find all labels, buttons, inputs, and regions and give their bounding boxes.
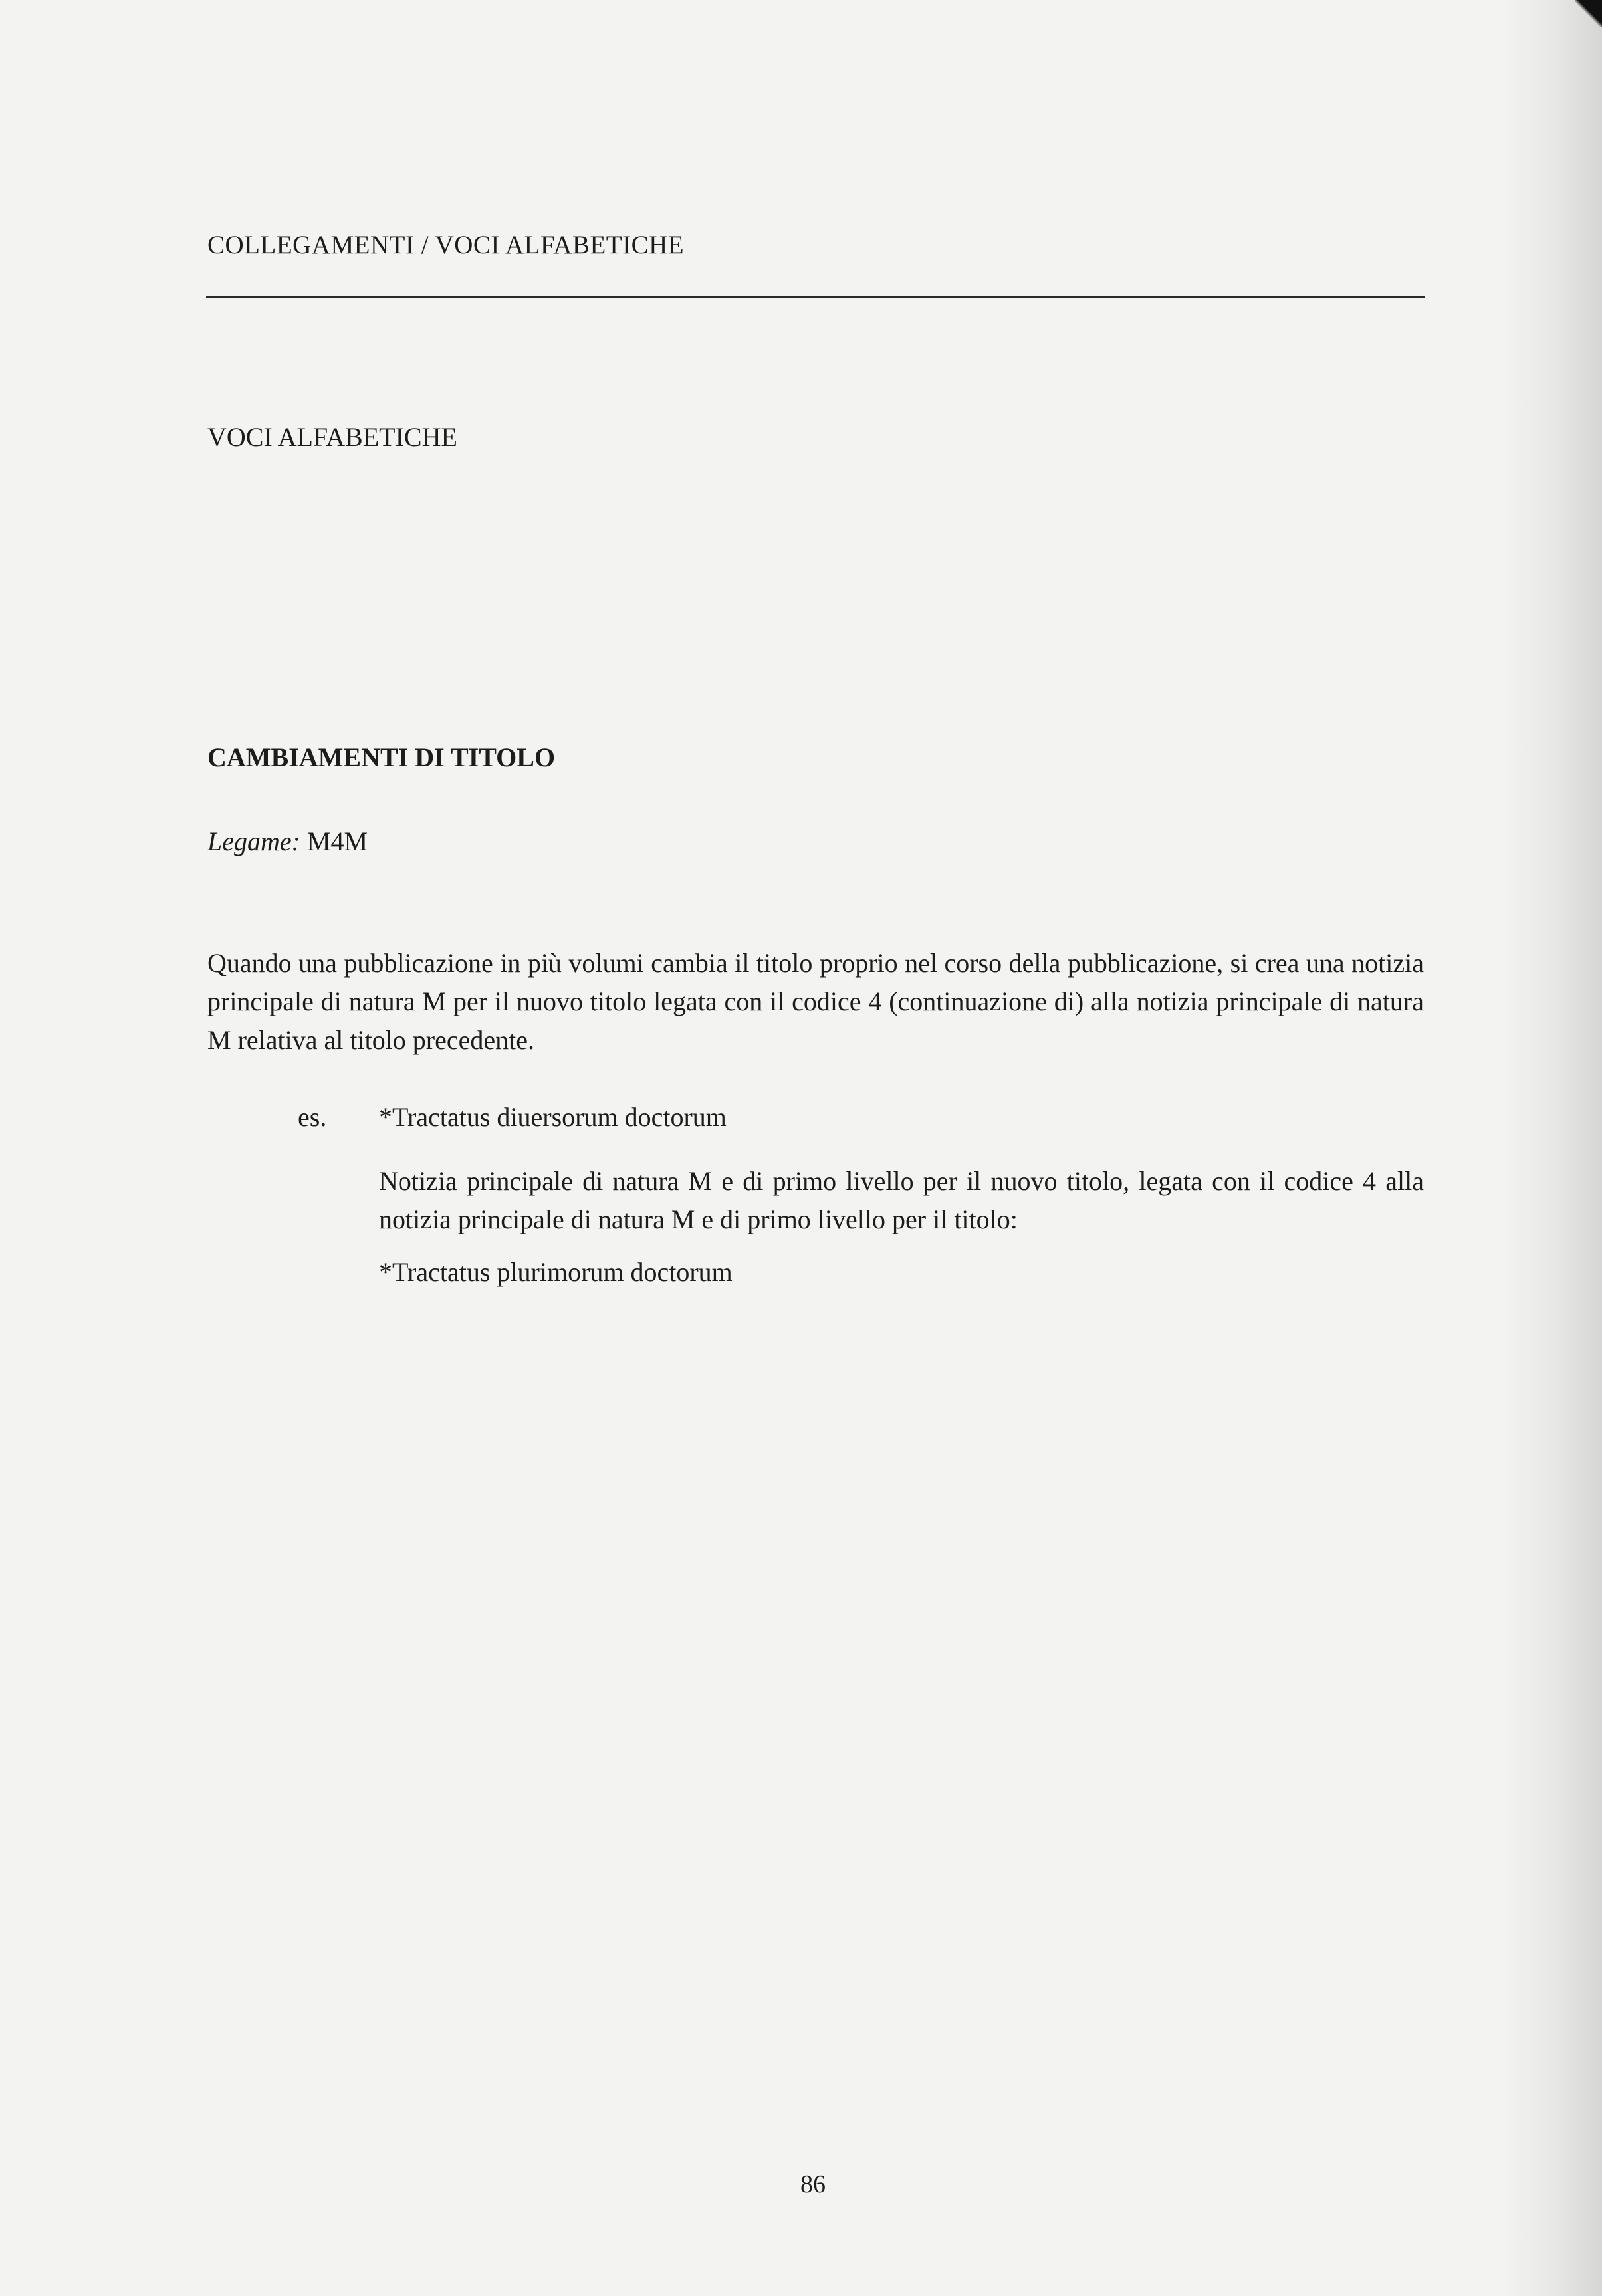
legame-value: M4M <box>306 826 368 856</box>
page-corner-shadow <box>1575 0 1602 27</box>
example-note: Notizia principale di natura M e di primo livello per il nuovo titolo, legata con il codice 4 alla notizia principale di natura M e di primo livello per il titolo: <box>379 1166 1424 1234</box>
running-head: COLLEGAMENTI / VOCI ALFABETICHE <box>207 231 685 259</box>
body-paragraph: Quando una pubblicazione in più volumi cambia il titolo proprio nel corso della pubblicazione, si crea una notizia principale di natura M per il nuovo titolo legata con il codice 4 (continuazione di) alla notizia principale di natura M relativa al titolo precedente. <box>207 948 1424 1055</box>
page-number: 86 <box>800 2170 826 2198</box>
example-marker: es. <box>298 1102 327 1132</box>
example-reference: *Tractatus plurimorum doctorum <box>379 1257 733 1287</box>
example-title: *Tractatus diuersorum doctorum <box>379 1102 727 1132</box>
page-edge-shadow <box>1502 0 1602 2296</box>
legame-label: Legame: <box>207 826 300 856</box>
header-rule <box>206 296 1425 298</box>
subsection-title: CAMBIAMENTI DI TITOLO <box>207 743 556 772</box>
section-title: VOCI ALFABETICHE <box>207 422 457 452</box>
legame-line <box>207 826 368 857</box>
